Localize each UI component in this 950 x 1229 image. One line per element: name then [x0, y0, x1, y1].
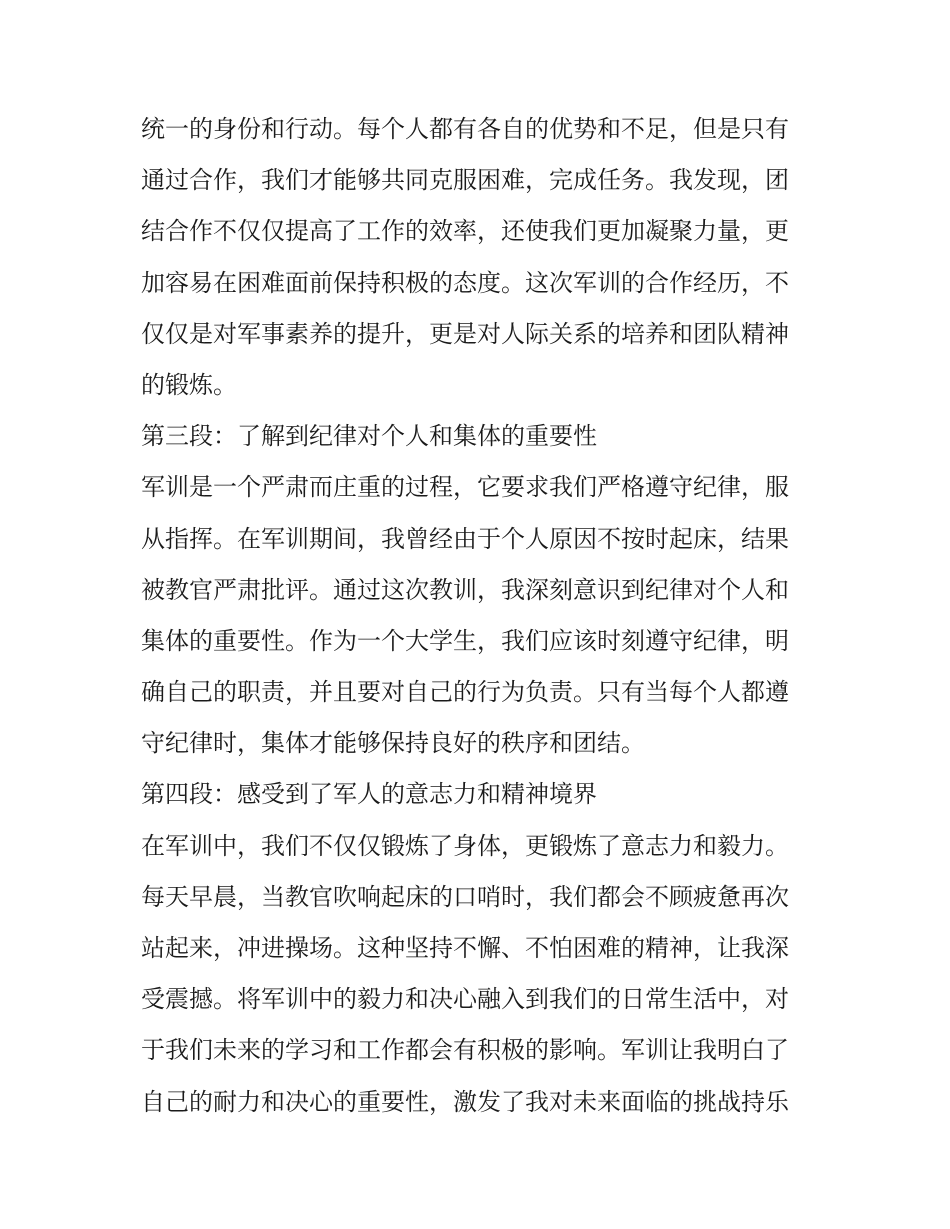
section-heading-4: 第四段：感受到了军人的意志力和精神境界 — [141, 780, 597, 809]
text-line: 确自己的职责，并且要对自己的行为负责。只有当每个人都遵 — [141, 678, 789, 707]
text-line: 仅仅是对军事素养的提升，更是对人际关系的培养和团队精神 — [141, 319, 789, 348]
text-line: 统一的身份和行动。每个人都有各自的优势和不足，但是只有 — [141, 115, 789, 143]
text-line: 集体的重要性。作为一个大学生，我们应该时刻遵守纪律，明 — [141, 626, 789, 655]
text-line: 从指挥。在军训期间，我曾经由于个人原因不按时起床，结果 — [141, 524, 789, 553]
text-line: 守纪律时，集体才能够保持良好的秩序和团结。 — [141, 729, 645, 758]
document-body — [141, 104, 821, 1128]
text-line: 在军训中，我们不仅仅锻炼了身体，更锻炼了意志力和毅力。 — [141, 831, 789, 860]
text-line: 的锻炼。 — [141, 370, 237, 399]
text-line: 被教官严肃批评。通过这次教训，我深刻意识到纪律对个人和 — [141, 575, 789, 604]
text-line: 通过合作，我们才能够共同克服困难，完成任务。我发现，团 — [141, 166, 789, 195]
text-line: 于我们未来的学习和工作都会有积极的影响。军训让我明白了 — [141, 1036, 789, 1065]
text-line: 每天早晨，当教官吹响起床的口哨时，我们都会不顾疲惫再次 — [141, 882, 789, 911]
text-line: 加容易在困难面前保持积极的态度。这次军训的合作经历，不 — [141, 268, 789, 297]
text-line: 自己的耐力和决心的重要性，激发了我对未来面临的挑战持乐 — [141, 1087, 789, 1116]
text-line: 受震撼。将军训中的毅力和决心融入到我们的日常生活中，对 — [141, 985, 789, 1014]
section-heading-3: 第三段：了解到纪律对个人和集体的重要性 — [141, 422, 597, 451]
text-line: 军训是一个严肃而庄重的过程，它要求我们严格遵守纪律，服 — [141, 473, 789, 502]
text-line: 站起来，冲进操场。这种坚持不懈、不怕困难的精神，让我深 — [141, 934, 789, 962]
text-line: 结合作不仅仅提高了工作的效率，还使我们更加凝聚力量，更 — [141, 217, 789, 246]
